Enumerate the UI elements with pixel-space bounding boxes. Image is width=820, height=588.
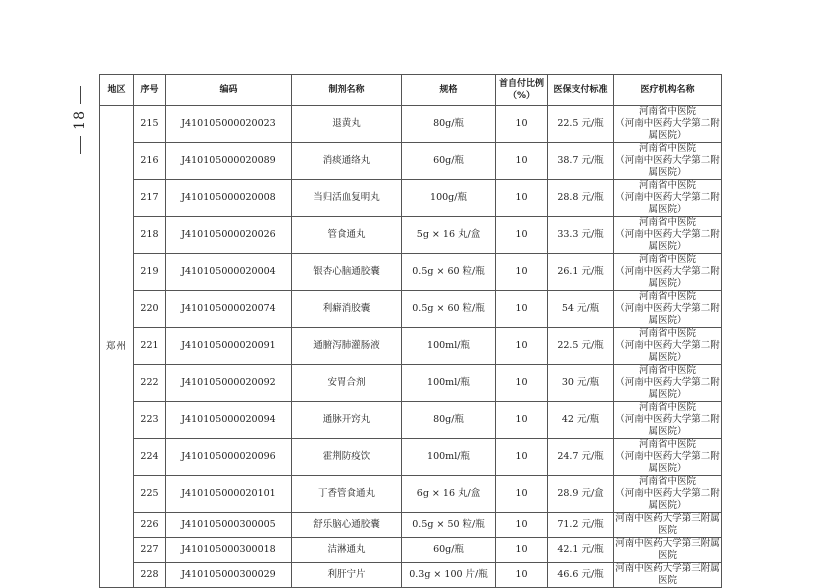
name-cell: 安胃合剂 [292, 365, 402, 402]
ratio-cell: 10 [496, 402, 548, 439]
price-cell: 42 元/瓶 [548, 402, 614, 439]
spec-cell: 0.5g × 60 粒/瓶 [402, 254, 496, 291]
price-cell: 24.7 元/瓶 [548, 439, 614, 476]
seq-cell: 225 [134, 476, 166, 513]
header-ratio-line1: 首自付比例 [498, 79, 544, 89]
code-cell: J410105000020094 [166, 402, 292, 439]
table-body [100, 106, 722, 588]
ratio-cell: 10 [496, 476, 548, 513]
seq-cell: 218 [134, 217, 166, 254]
ratio-cell: 10 [496, 513, 548, 538]
code-cell: J410105000020101 [166, 476, 292, 513]
table-row [100, 180, 722, 217]
header-spec: 规格 [402, 75, 496, 106]
spec-cell: 100ml/瓶 [402, 365, 496, 402]
name-cell: 洁淋通丸 [292, 538, 402, 563]
spec-cell: 100g/瓶 [402, 180, 496, 217]
org-name-line1: 河南省中医院 [638, 439, 696, 450]
spec-cell: 60g/瓶 [402, 143, 496, 180]
name-cell: 退黄丸 [292, 106, 402, 143]
seq-cell: 226 [134, 513, 166, 538]
table-row [100, 291, 722, 328]
org-name-line1: 河南中医药大学第三附属医院 [615, 538, 720, 561]
price-cell: 42.1 元/瓶 [548, 538, 614, 563]
name-cell: 通脉开窍丸 [292, 402, 402, 439]
table-row [100, 563, 722, 588]
price-cell: 28.9 元/盒 [548, 476, 614, 513]
org-name-line1: 河南中医药大学第三附属医院 [615, 513, 720, 536]
name-cell: 消痰通络丸 [292, 143, 402, 180]
org-cell [614, 217, 722, 254]
ratio-cell: 10 [496, 439, 548, 476]
org-cell [614, 563, 722, 588]
code-cell: J410105000020004 [166, 254, 292, 291]
header-seq: 序号 [134, 75, 166, 106]
price-cell: 28.8 元/瓶 [548, 180, 614, 217]
header-code: 编码 [166, 75, 292, 106]
org-cell [614, 513, 722, 538]
ratio-cell: 10 [496, 538, 548, 563]
header-org: 医疗机构名称 [614, 75, 722, 106]
table-row [100, 513, 722, 538]
spec-cell: 0.5g × 50 粒/瓶 [402, 513, 496, 538]
ratio-cell: 10 [496, 180, 548, 217]
org-name-line2: （河南中医药大学第二附属医院） [615, 303, 720, 326]
price-cell: 71.2 元/瓶 [548, 513, 614, 538]
table-header-row [100, 75, 722, 106]
header-region: 地区 [100, 75, 134, 106]
table-row [100, 439, 722, 476]
org-cell [614, 439, 722, 476]
price-cell: 46.6 元/瓶 [548, 563, 614, 588]
name-cell: 管食通丸 [292, 217, 402, 254]
seq-cell: 216 [134, 143, 166, 180]
org-name-line2: （河南中医药大学第二附属医院） [615, 266, 720, 289]
spec-cell: 5g × 16 丸/盒 [402, 217, 496, 254]
header-ratio-line2: （%） [507, 91, 536, 101]
org-name-line1: 河南省中医院 [638, 143, 696, 154]
org-cell [614, 328, 722, 365]
org-name-line1: 河南省中医院 [638, 328, 696, 339]
table-row [100, 538, 722, 563]
name-cell: 丁香管食通丸 [292, 476, 402, 513]
org-name-line2: （河南中医药大学第二附属医院） [615, 377, 720, 400]
price-cell: 30 元/瓶 [548, 365, 614, 402]
table-row [100, 143, 722, 180]
code-cell: J410105000300029 [166, 563, 292, 588]
org-cell [614, 254, 722, 291]
name-cell: 舒乐脑心通胶囊 [292, 513, 402, 538]
price-cell: 38.7 元/瓶 [548, 143, 614, 180]
spec-cell: 80g/瓶 [402, 106, 496, 143]
code-cell: J410105000020023 [166, 106, 292, 143]
table-row [100, 106, 722, 143]
name-cell: 银杏心脑通胶囊 [292, 254, 402, 291]
price-cell: 22.5 元/瓶 [548, 106, 614, 143]
org-cell [614, 291, 722, 328]
code-cell: J410105000020089 [166, 143, 292, 180]
seq-cell: 223 [134, 402, 166, 439]
seq-cell: 217 [134, 180, 166, 217]
org-name-line1: 河南中医药大学第三附属医院 [615, 563, 720, 586]
table-row [100, 365, 722, 402]
code-cell: J410105000300005 [166, 513, 292, 538]
org-name-line2: （河南中医药大学第二附属医院） [615, 414, 720, 437]
table-row [100, 402, 722, 439]
org-cell [614, 180, 722, 217]
seq-cell: 222 [134, 365, 166, 402]
org-name-line1: 河南省中医院 [638, 180, 696, 191]
code-cell: J410105000020096 [166, 439, 292, 476]
org-name-line1: 河南省中医院 [638, 254, 696, 265]
ratio-cell: 10 [496, 365, 548, 402]
org-name-line2: （河南中医药大学第二附属医院） [615, 340, 720, 363]
ratio-cell: 10 [496, 254, 548, 291]
ratio-cell: 10 [496, 291, 548, 328]
name-cell: 通腑泻肺灌肠液 [292, 328, 402, 365]
org-cell [614, 538, 722, 563]
table-row [100, 476, 722, 513]
name-cell: 当归活血复明丸 [292, 180, 402, 217]
ratio-cell: 10 [496, 563, 548, 588]
seq-cell: 224 [134, 439, 166, 476]
org-name-line2: （河南中医药大学第二附属医院） [615, 155, 720, 178]
price-cell: 33.3 元/瓶 [548, 217, 614, 254]
ratio-cell: 10 [496, 143, 548, 180]
table-row [100, 328, 722, 365]
org-name-line1: 河南省中医院 [638, 291, 696, 302]
spec-cell: 60g/瓶 [402, 538, 496, 563]
page-number [66, 86, 94, 206]
org-name-line2: （河南中医药大学第二附属医院） [615, 229, 720, 252]
price-cell: 54 元/瓶 [548, 291, 614, 328]
ratio-cell: 10 [496, 328, 548, 365]
seq-cell: 227 [134, 538, 166, 563]
code-cell: J410105000020026 [166, 217, 292, 254]
org-name-line1: 河南省中医院 [638, 217, 696, 228]
price-cell: 22.5 元/瓶 [548, 328, 614, 365]
spec-cell: 80g/瓶 [402, 402, 496, 439]
org-cell [614, 476, 722, 513]
ratio-cell: 10 [496, 217, 548, 254]
code-cell: J410105000300018 [166, 538, 292, 563]
seq-cell: 220 [134, 291, 166, 328]
page-number-text: 18 [72, 110, 88, 130]
header-name: 制剂名称 [292, 75, 402, 106]
spec-cell: 6g × 16 丸/盒 [402, 476, 496, 513]
org-name-line1: 河南省中医院 [638, 476, 696, 487]
ratio-cell: 10 [496, 106, 548, 143]
region-cell: 郑州 [100, 106, 134, 588]
org-name-line1: 河南省中医院 [638, 365, 696, 376]
org-name-line2: （河南中医药大学第二附属医院） [615, 451, 720, 474]
org-cell [614, 402, 722, 439]
org-name-line2: （河南中医药大学第二附属医院） [615, 488, 720, 511]
seq-cell: 215 [134, 106, 166, 143]
code-cell: J410105000020091 [166, 328, 292, 365]
spec-cell: 100ml/瓶 [402, 439, 496, 476]
page-number-dash-top [80, 86, 81, 104]
name-cell: 利癖消胶囊 [292, 291, 402, 328]
page-number-dash-bottom [80, 136, 81, 154]
spec-cell: 100ml/瓶 [402, 328, 496, 365]
org-cell [614, 106, 722, 143]
drug-table [99, 74, 722, 588]
seq-cell: 228 [134, 563, 166, 588]
org-cell [614, 365, 722, 402]
code-cell: J410105000020008 [166, 180, 292, 217]
org-name-line2: （河南中医药大学第二附属医院） [615, 118, 720, 141]
org-cell [614, 143, 722, 180]
code-cell: J410105000020092 [166, 365, 292, 402]
org-name-line1: 河南省中医院 [638, 402, 696, 413]
table-row [100, 217, 722, 254]
seq-cell: 219 [134, 254, 166, 291]
table-row [100, 254, 722, 291]
name-cell: 霍荆防疫饮 [292, 439, 402, 476]
code-cell: J410105000020074 [166, 291, 292, 328]
header-price: 医保支付标准 [548, 75, 614, 106]
spec-cell: 0.5g × 60 粒/瓶 [402, 291, 496, 328]
header-ratio [496, 75, 548, 106]
org-name-line1: 河南省中医院 [638, 106, 696, 117]
name-cell: 利肝宁片 [292, 563, 402, 588]
org-name-line2: （河南中医药大学第二附属医院） [615, 192, 720, 215]
seq-cell: 221 [134, 328, 166, 365]
spec-cell: 0.3g × 100 片/瓶 [402, 563, 496, 588]
price-cell: 26.1 元/瓶 [548, 254, 614, 291]
